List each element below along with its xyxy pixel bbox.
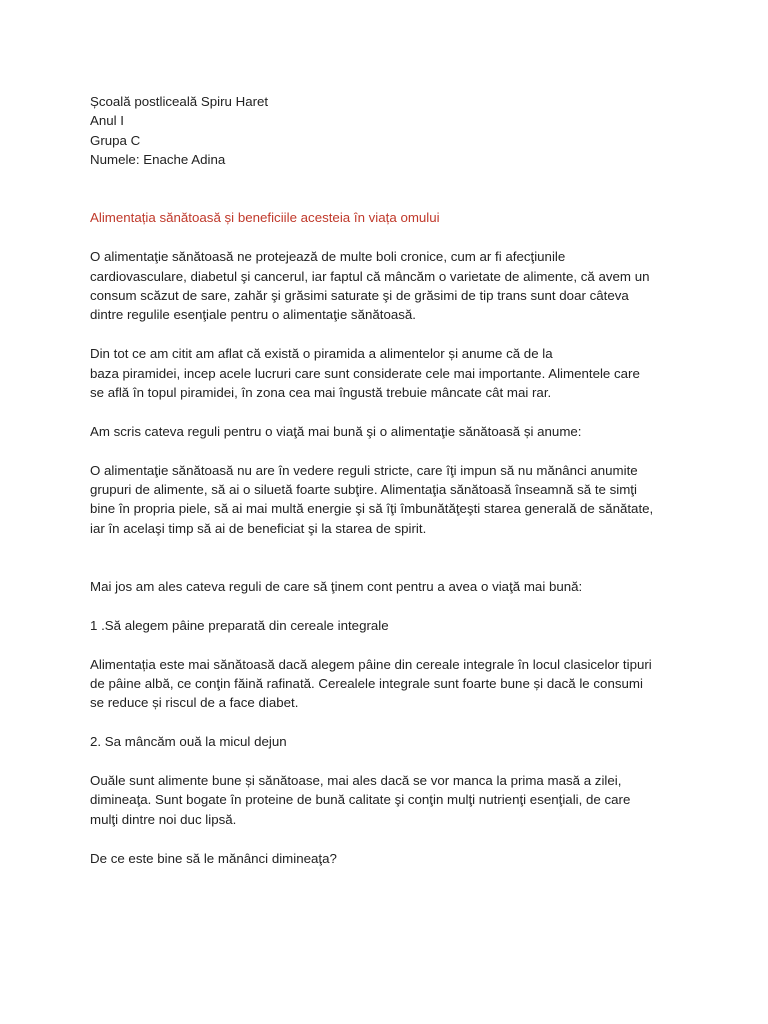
text-line: 1 .Să alegem pâine preparată din cereale integrale: [90, 617, 389, 633]
paragraph-rule-2: [90, 771, 690, 829]
paragraph-pyramid: [90, 344, 690, 402]
text-line: Am scris cateva reguli pentru o viaţă mai bună şi o alimentaţie sănătoasă și anume:: [90, 423, 582, 439]
document-title: Alimentația sănătoasă și beneficiile acesteia în viața omului: [90, 210, 440, 226]
text-line: O alimentaţie sănătoasă nu are în vedere reguli stricte, care îţi impun să nu mănânci anumite: [90, 462, 638, 478]
group-name: Grupa C: [90, 132, 141, 148]
rule-1-heading: [90, 616, 690, 635]
text-line: iar în acelaşi timp să ai de beneficiat şi la starea de spirit.: [90, 520, 427, 536]
student-name: Numele: Enache Adina: [90, 152, 226, 168]
rule-2-heading: [90, 732, 690, 751]
paragraph-rules-list-intro: [90, 577, 690, 596]
text-line: baza piramidei, incep acele lucruri care sunt considerate cele mai importante. Alimentele care: [90, 365, 640, 381]
text-line: Ouăle sunt alimente bune și sănătoase, mai ales dacă se vor manca la prima masă a zilei,: [90, 773, 622, 789]
text-line: O alimentaţie sănătoasă ne protejează de multe boli cronice, cum ar fi afecţiunile: [90, 249, 566, 265]
document-header: [90, 92, 690, 170]
text-line: se află în topul piramidei, în zona cea mai îngustă trebuie mâncate cât mai rar.: [90, 385, 552, 401]
text-line: Din tot ce am citit am aflat că există o piramida a alimentelor și anume că de la: [90, 346, 553, 362]
paragraph-intro: [90, 247, 690, 325]
paragraph-rule-1: [90, 655, 690, 713]
text-line: De ce este bine să le mănânci dimineaţa?: [90, 850, 337, 866]
text-line: bine în propria piele, să ai mai multă energie şi să îţi îmbunătăţeşti starea generală de sănătate,: [90, 501, 654, 517]
study-year: Anul I: [90, 113, 125, 129]
school-name: Școală postliceală Spiru Haret: [90, 94, 269, 109]
text-line: Mai jos am ales cateva reguli de care să ţinem cont pentru a avea o viaţă mai bună:: [90, 579, 583, 595]
text-line: Alimentația este mai sănătoasă dacă alegem pâine din cereale integrale în locul clasicelor tipuri: [90, 656, 652, 672]
text-line: dintre regulile esenţiale pentru o alimentaţie sănătoasă.: [90, 307, 416, 323]
text-line: consum scăzut de sare, zahăr şi grăsimi saturate şi de grăsimi de tip trans sunt doar câteva: [90, 288, 629, 304]
text-line: se reduce și riscul de a face diabet.: [90, 695, 299, 711]
text-line: de pâine albă, ce conţin făină rafinată. Cerealele integrale sunt foarte bune și dacă le consumi: [90, 676, 643, 692]
text-line: mulţi dintre noi duc lipsă.: [90, 811, 237, 827]
document-page: [90, 92, 690, 868]
text-line: 2. Sa mâncăm ouă la micul dejun: [90, 734, 287, 750]
text-line: dimineaţa. Sunt bogate în proteine de bună calitate şi conţin mulţi nutrienţi esenţiali, de care: [90, 792, 631, 808]
text-line: grupuri de alimente, să ai o siluetă foarte subţire. Alimentaţia sănătoasă înseamnă să te simţi: [90, 482, 637, 498]
paragraph-rules-intro: [90, 422, 690, 441]
question-line: [90, 849, 690, 868]
text-line: cardiovasculare, diabetul şi cancerul, iar faptul că mâncăm o varietate de alimente, că avem un: [90, 268, 650, 284]
paragraph-definition: [90, 461, 690, 539]
